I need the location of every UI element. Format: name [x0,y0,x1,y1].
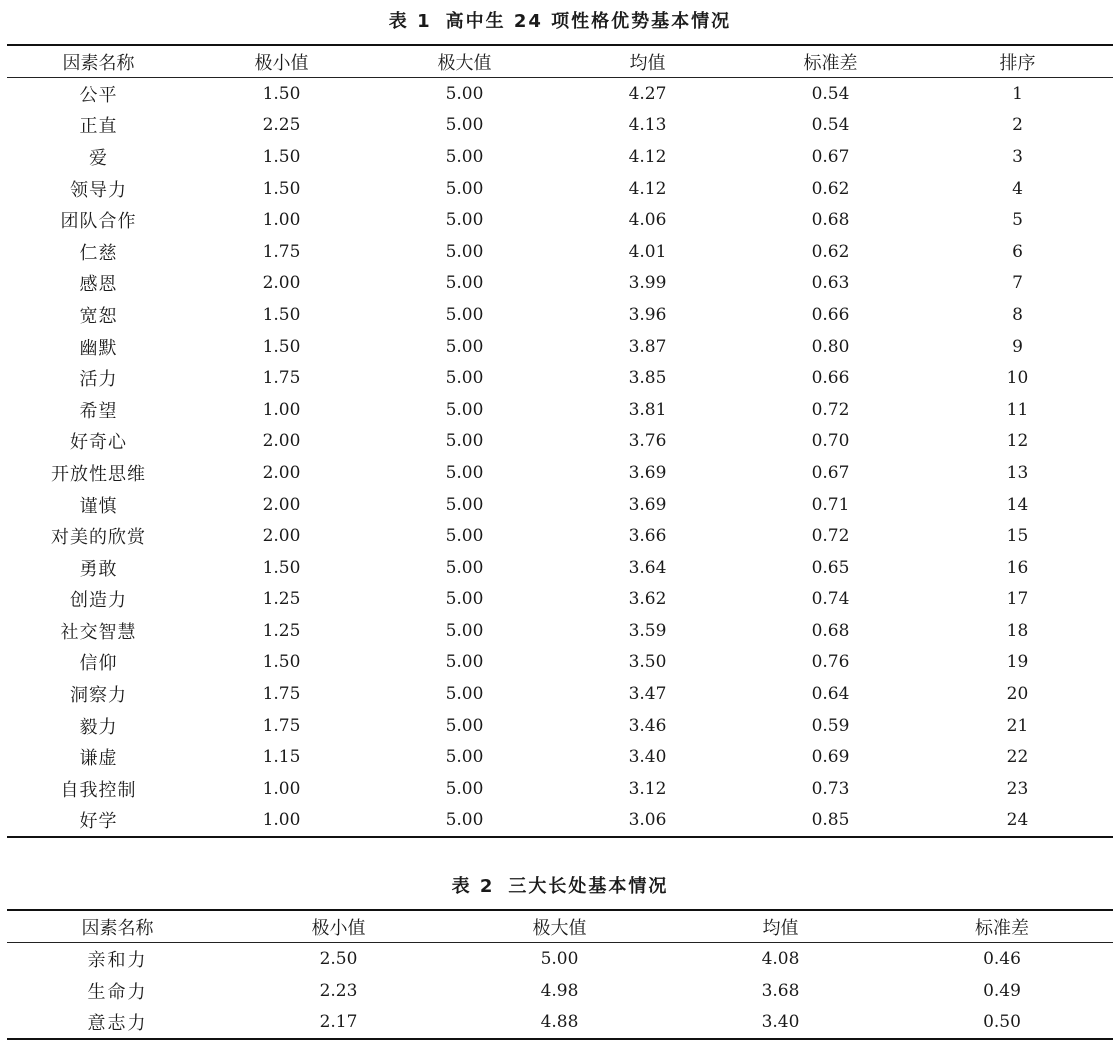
mean-value-cell: 3.06 [556,805,739,838]
max-value-cell: 5.00 [445,431,484,452]
sd-value-cell: 0.66 [811,304,850,325]
factor-name-cell: 希望 [79,400,118,422]
table1-caption [0,10,1120,34]
factor-name-cell: 幽默 [79,337,118,359]
min-value-cell: 1.00 [262,210,301,231]
rank-cell: 12 [1006,431,1029,452]
min-value-cell: 1.75 [262,241,301,262]
min-value-cell: 1.00 [190,805,373,838]
sd-value-cell: 0.70 [811,431,850,452]
rank-cell: 22 [1006,747,1029,768]
table-row [7,773,1113,805]
table-row [7,678,1113,710]
min-value-cell: 1.50 [262,652,301,673]
table1-character-strengths [7,44,1113,838]
max-value-cell: 5.00 [445,399,484,420]
min-value-cell: 1.75 [262,368,301,389]
mean-value-cell: 3.12 [628,778,667,799]
max-value-cell: 5.00 [540,948,579,969]
max-value-cell: 5.00 [445,462,484,483]
table-row [7,204,1113,236]
rank-cell: 5 [1012,210,1023,231]
factor-name-cell: 创造力 [70,590,127,612]
rank-cell: 13 [1006,462,1029,483]
max-value-cell: 5.00 [445,557,484,578]
table2-header-sd: 标准差 [891,910,1113,943]
sd-value-cell: 0.54 [811,83,850,104]
max-value-cell: 5.00 [445,336,484,357]
table-row [7,141,1113,173]
mean-value-cell: 4.12 [628,178,667,199]
table-row [7,615,1113,647]
sd-value-cell: 0.50 [891,1006,1113,1039]
rank-cell: 6 [1012,241,1023,262]
sd-value-cell: 0.65 [811,557,850,578]
factor-name-cell: 亲和力 [87,949,148,971]
table-row [7,110,1113,142]
sd-value-cell: 0.68 [811,620,850,641]
factor-name-cell: 开放性思维 [51,463,146,485]
factor-name-cell: 谨慎 [79,495,118,517]
table2-header-max: 极大值 [449,910,670,943]
rank-cell: 3 [1012,146,1023,167]
table1-caption-title: 高中生 24 项性格优势基本情况 [445,11,732,32]
table-row [7,943,1113,975]
mean-value-cell: 3.96 [628,304,667,325]
mean-value-cell: 3.40 [670,1006,891,1039]
rank-cell: 1 [1012,83,1023,104]
mean-value-cell: 3.50 [628,652,667,673]
factor-name-cell: 正直 [79,116,118,138]
rank-cell: 19 [1006,652,1029,673]
table-row [7,520,1113,552]
sd-value-cell: 0.67 [811,462,850,483]
max-value-cell: 5.00 [445,115,484,136]
table2-caption [0,875,1120,899]
min-value-cell: 2.17 [228,1006,449,1039]
mean-value-cell: 3.68 [761,980,800,1001]
table-row [7,426,1113,458]
rank-cell: 17 [1006,589,1029,610]
max-value-cell: 5.00 [445,589,484,610]
table-row [7,268,1113,300]
factor-name-cell: 团队合作 [60,211,137,233]
table1-body [7,78,1113,838]
factor-name-cell: 社交智慧 [60,621,137,643]
table-row [7,394,1113,426]
factor-name-cell: 意志力 [7,1006,228,1039]
table-row [7,647,1113,679]
sd-value-cell: 0.80 [811,336,850,357]
rank-cell: 9 [1012,336,1023,357]
table-row [7,552,1113,584]
factor-name-cell: 好学 [7,805,190,838]
rank-cell: 8 [1012,304,1023,325]
factor-name-cell: 对美的欣赏 [51,527,146,549]
table-row [7,741,1113,773]
table-row [7,975,1113,1007]
mean-value-cell: 3.47 [628,684,667,705]
table1-caption-number: 表 1 [388,11,432,32]
mean-value-cell: 3.69 [628,494,667,515]
factor-name-cell: 感恩 [79,274,118,296]
min-value-cell: 1.50 [262,178,301,199]
max-value-cell: 5.00 [445,273,484,294]
mean-value-cell: 3.99 [628,273,667,294]
min-value-cell: 2.00 [262,273,301,294]
rank-cell: 4 [1012,178,1023,199]
sd-value-cell: 0.71 [811,494,850,515]
mean-value-cell: 4.12 [628,146,667,167]
table2-body [7,943,1113,1040]
table2-three-strengths [7,909,1113,1040]
max-value-cell: 5.00 [445,684,484,705]
min-value-cell: 2.00 [262,431,301,452]
max-value-cell: 5.00 [445,210,484,231]
max-value-cell: 5.00 [445,146,484,167]
table-row [7,584,1113,616]
max-value-cell: 5.00 [445,494,484,515]
table1-header-max: 极大值 [373,45,556,78]
rank-cell: 10 [1006,368,1029,389]
table1-header-row [7,45,1113,78]
min-value-cell: 1.75 [262,715,301,736]
mean-value-cell: 3.81 [628,399,667,420]
min-value-cell: 2.00 [262,526,301,547]
table2-header-min: 极小值 [228,910,449,943]
table1-header-sd: 标准差 [739,45,922,78]
table2-header-mean: 均值 [670,910,891,943]
sd-value-cell: 0.64 [811,684,850,705]
rank-cell: 24 [922,805,1113,838]
sd-value-cell: 0.46 [983,948,1021,969]
min-value-cell: 1.50 [262,83,301,104]
table-row [7,299,1113,331]
max-value-cell: 5.00 [445,178,484,199]
mean-value-cell: 4.13 [628,115,667,136]
table-row [7,78,1113,110]
table-row [7,331,1113,363]
factor-name-cell: 活力 [79,369,118,391]
table1-header-rank: 排序 [922,45,1113,78]
min-value-cell: 2.23 [319,980,358,1001]
min-value-cell: 2.25 [262,115,301,136]
min-value-cell: 1.50 [262,304,301,325]
rank-cell: 21 [1006,715,1029,736]
min-value-cell: 1.50 [262,557,301,578]
min-value-cell: 1.50 [262,146,301,167]
factor-name-cell: 信仰 [79,653,118,675]
table2-header-row [7,910,1113,943]
factor-name-cell: 仁慈 [79,242,118,264]
max-value-cell: 5.00 [445,526,484,547]
table-row [7,457,1113,489]
sd-value-cell: 0.54 [811,115,850,136]
min-value-cell: 1.15 [262,747,301,768]
rank-cell: 20 [1006,684,1029,705]
max-value-cell: 5.00 [445,620,484,641]
sd-value-cell: 0.72 [811,526,850,547]
mean-value-cell: 4.08 [761,948,800,969]
table-row [7,362,1113,394]
sd-value-cell: 0.62 [811,241,850,262]
table-row [7,489,1113,521]
rank-cell: 18 [1006,620,1029,641]
table-row [7,1006,1113,1039]
rank-cell: 14 [1006,494,1029,515]
factor-name-cell: 谦虚 [79,748,118,770]
mean-value-cell: 3.69 [628,462,667,483]
table-row [7,710,1113,742]
sd-value-cell: 0.63 [811,273,850,294]
sd-value-cell: 0.66 [811,368,850,389]
table1-header-factor-name: 因素名称 [7,45,190,78]
factor-name-cell: 毅力 [79,716,118,738]
sd-value-cell: 0.68 [811,210,850,231]
mean-value-cell: 3.46 [628,715,667,736]
sd-value-cell: 0.67 [811,146,850,167]
max-value-cell: 5.00 [445,715,484,736]
sd-value-cell: 0.49 [983,980,1021,1001]
mean-value-cell: 3.85 [628,368,667,389]
mean-value-cell: 3.76 [628,431,667,452]
min-value-cell: 2.50 [319,948,358,969]
min-value-cell: 1.00 [262,778,301,799]
factor-name-cell: 宽恕 [79,305,118,327]
mean-value-cell: 3.87 [628,336,667,357]
max-value-cell: 5.00 [445,778,484,799]
table-row [7,236,1113,268]
mean-value-cell: 3.40 [628,747,667,768]
table1-header-min: 极小值 [190,45,373,78]
max-value-cell: 5.00 [445,241,484,262]
max-value-cell: 5.00 [445,304,484,325]
min-value-cell: 1.00 [262,399,301,420]
mean-value-cell: 3.62 [628,589,667,610]
sd-value-cell: 0.85 [739,805,922,838]
sd-value-cell: 0.69 [811,747,850,768]
sd-value-cell: 0.73 [811,778,850,799]
mean-value-cell: 4.01 [628,241,667,262]
mean-value-cell: 4.27 [628,83,667,104]
mean-value-cell: 3.66 [628,526,667,547]
factor-name-cell: 好奇心 [70,432,127,454]
rank-cell: 23 [1006,778,1029,799]
table2-caption-number: 表 2 [451,876,495,897]
table2-caption-title: 三大长处基本情况 [508,876,669,897]
table2-header-factor-name: 因素名称 [7,910,228,943]
min-value-cell: 2.00 [262,462,301,483]
sd-value-cell: 0.59 [811,715,850,736]
sd-value-cell: 0.74 [811,589,850,610]
factor-name-cell: 公平 [79,84,118,106]
max-value-cell: 4.88 [449,1006,670,1039]
factor-name-cell: 自我控制 [60,779,137,801]
rank-cell: 2 [1012,115,1023,136]
max-value-cell: 5.00 [373,805,556,838]
factor-name-cell: 生命力 [87,981,148,1003]
min-value-cell: 1.50 [262,336,301,357]
sd-value-cell: 0.76 [811,652,850,673]
min-value-cell: 1.25 [262,589,301,610]
rank-cell: 16 [1006,557,1029,578]
sd-value-cell: 0.72 [811,399,850,420]
rank-cell: 15 [1006,526,1029,547]
min-value-cell: 1.75 [262,684,301,705]
table1-header-mean: 均值 [556,45,739,78]
factor-name-cell: 洞察力 [70,685,127,707]
table-row [7,173,1113,205]
mean-value-cell: 4.06 [628,210,667,231]
min-value-cell: 1.25 [262,620,301,641]
factor-name-cell: 勇敢 [79,558,118,580]
mean-value-cell: 3.64 [628,557,667,578]
mean-value-cell: 3.59 [628,620,667,641]
max-value-cell: 5.00 [445,368,484,389]
max-value-cell: 5.00 [445,652,484,673]
rank-cell: 7 [1012,273,1023,294]
factor-name-cell: 爱 [89,147,108,169]
max-value-cell: 5.00 [445,747,484,768]
table-row [7,805,1113,838]
max-value-cell: 4.98 [540,980,579,1001]
factor-name-cell: 领导力 [70,179,127,201]
rank-cell: 11 [1006,399,1029,420]
sd-value-cell: 0.62 [811,178,850,199]
max-value-cell: 5.00 [445,83,484,104]
min-value-cell: 2.00 [262,494,301,515]
